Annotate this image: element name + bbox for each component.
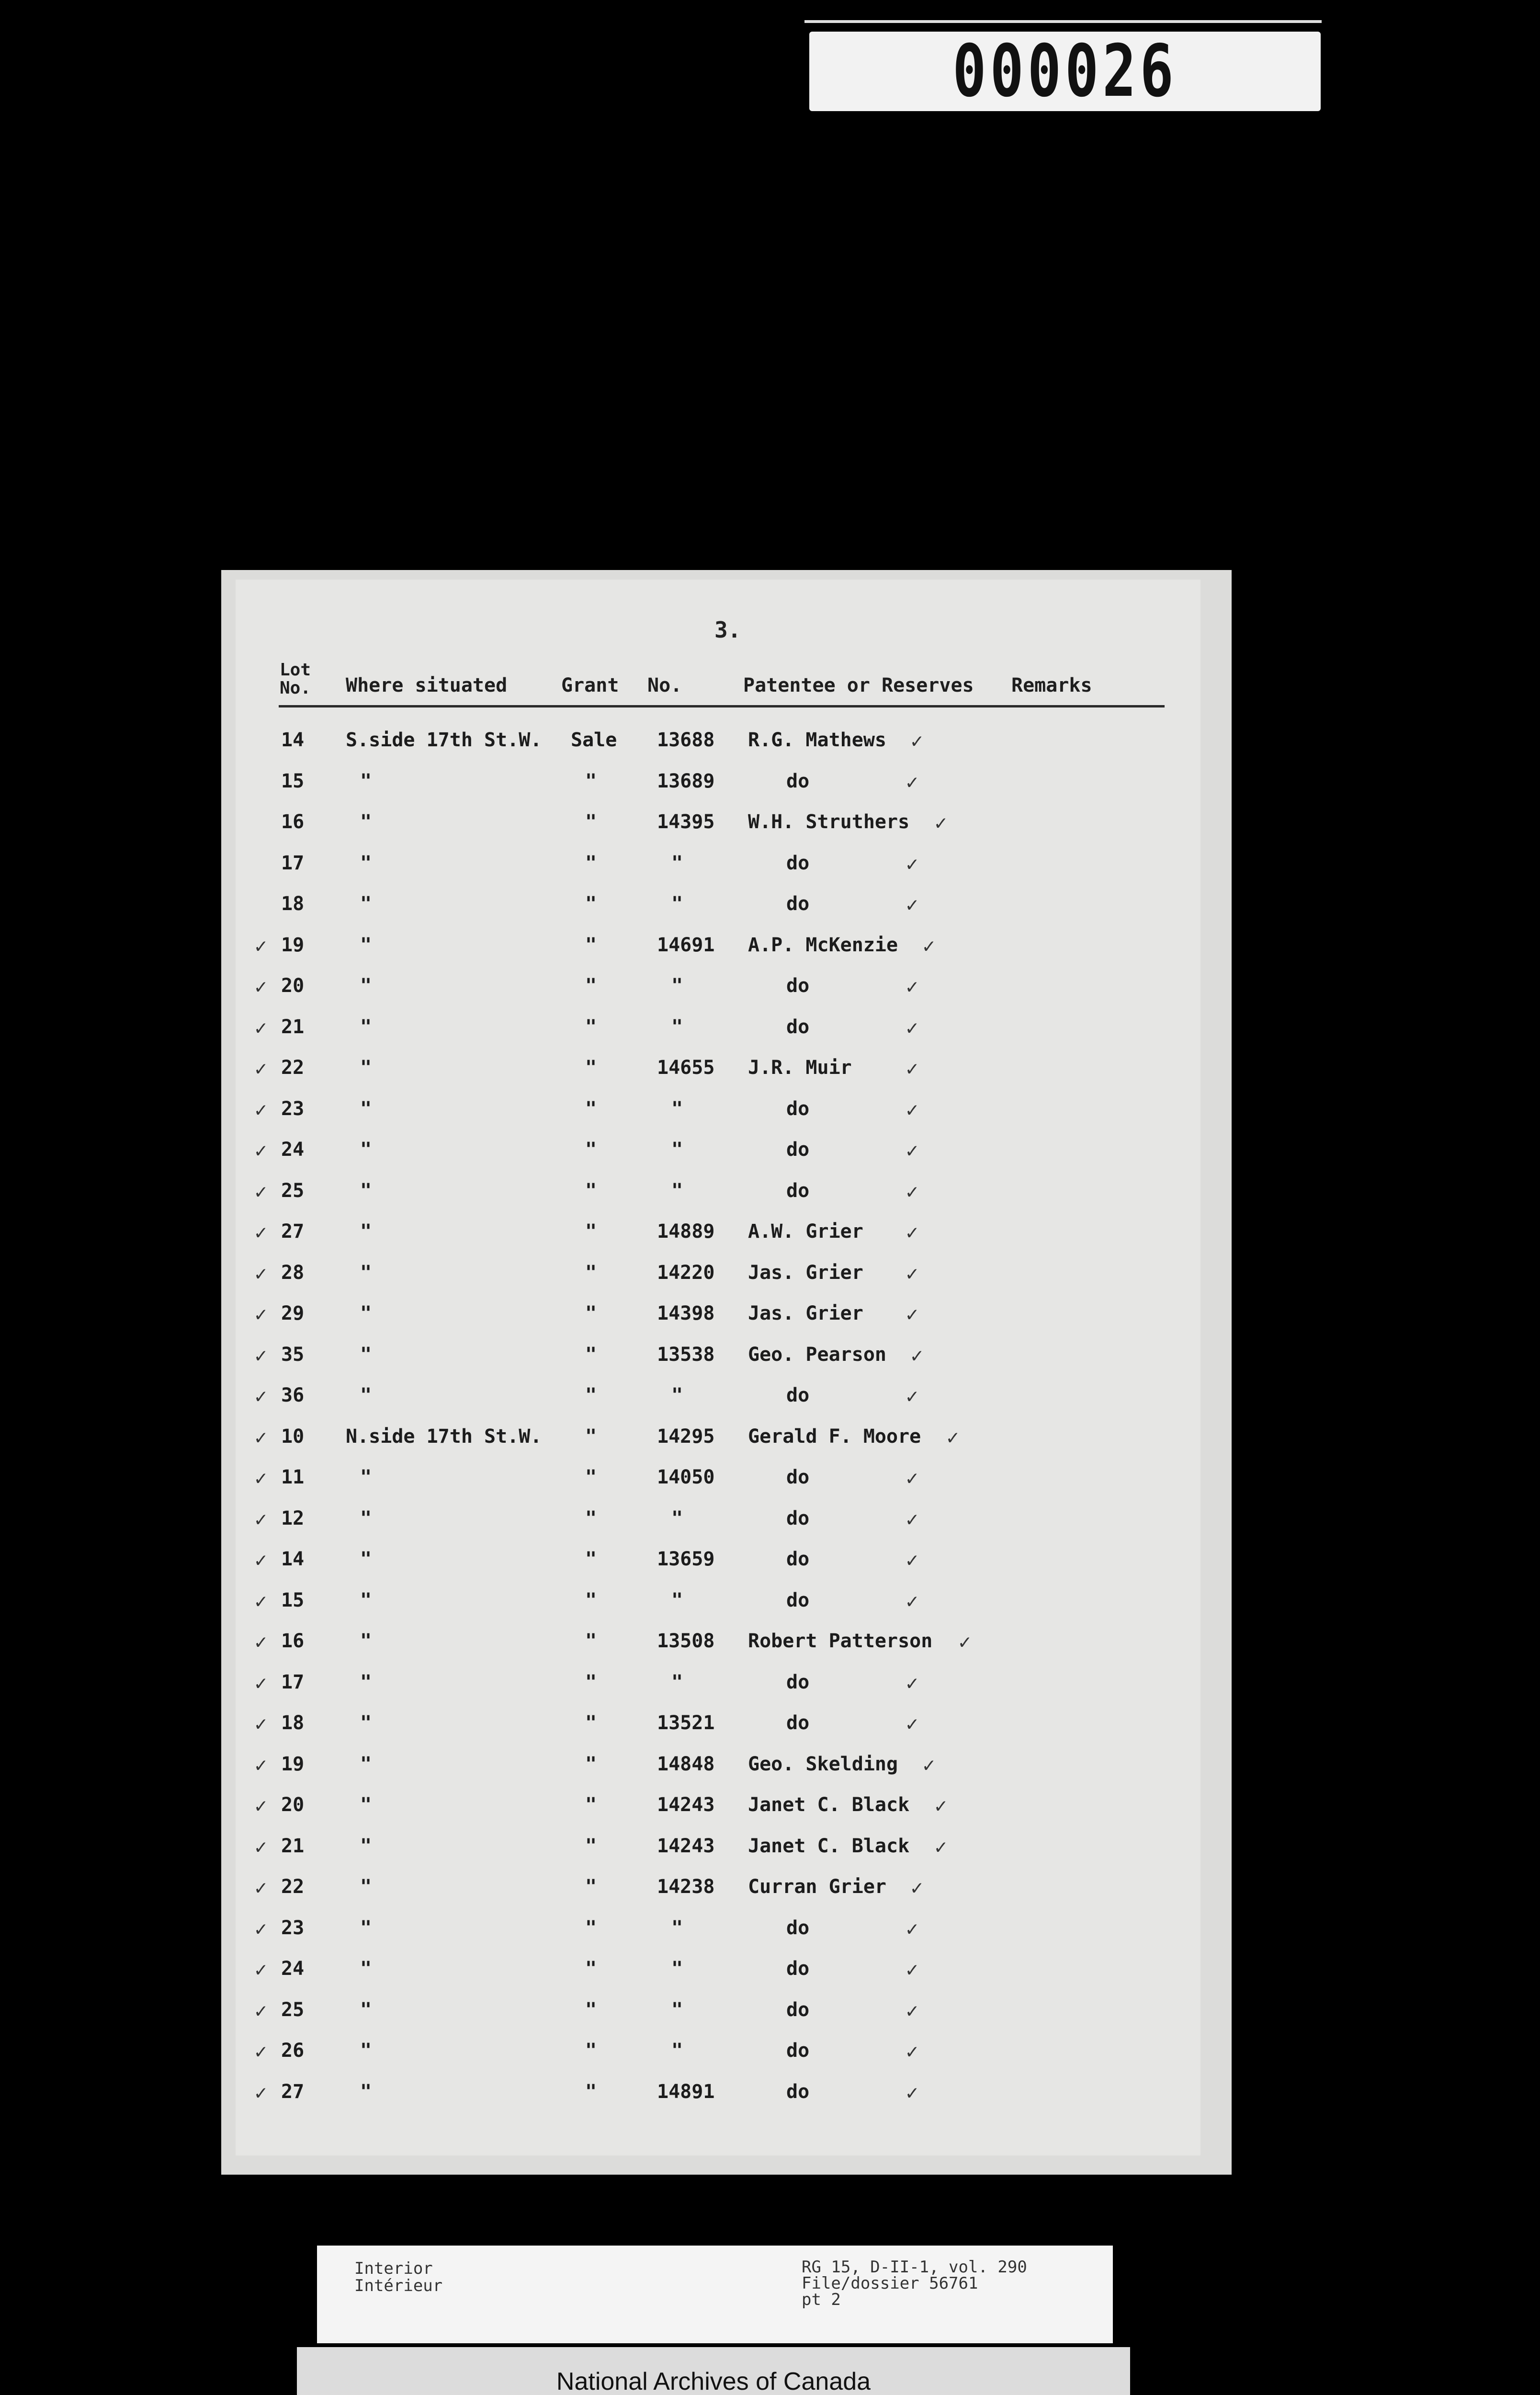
- header-patentee: Patentee or Reserves: [743, 674, 974, 696]
- row-lot-no: 23: [281, 1097, 305, 1120]
- row-margin-check: ✓: [255, 1384, 267, 1408]
- archive-label: [297, 2347, 1130, 2395]
- document-sheet: [221, 570, 1232, 2175]
- row-no: ": [671, 1015, 683, 1038]
- row-grant: ": [585, 1057, 597, 1079]
- row-no: 13538: [657, 1343, 715, 1366]
- row-where-situated: ": [360, 1671, 372, 1693]
- row-no: 13508: [657, 1630, 715, 1652]
- row-lot-no: 25: [281, 1179, 305, 1202]
- row-lot-no: 19: [281, 1753, 305, 1775]
- table-row: [236, 1794, 1200, 1834]
- row-grant: Sale: [571, 729, 617, 751]
- row-patentee: do: [786, 1998, 810, 2021]
- row-where-situated: ": [360, 1097, 372, 1120]
- row-patentee: do: [786, 1015, 810, 1038]
- row-no: ": [671, 1384, 683, 1406]
- row-no: ": [671, 1958, 683, 1980]
- row-no: 14220: [657, 1261, 715, 1284]
- row-check-mark: ✓: [906, 975, 918, 998]
- row-lot-no: 12: [281, 1507, 305, 1529]
- row-where-situated: ": [360, 893, 372, 915]
- row-where-situated: ": [360, 1220, 372, 1243]
- row-margin-check: ✓: [255, 1343, 267, 1367]
- row-check-mark: ✓: [906, 770, 918, 794]
- table-row: [236, 1426, 1200, 1466]
- row-grant: ": [585, 1507, 597, 1529]
- row-grant: ": [585, 1384, 597, 1406]
- table-row: [236, 729, 1200, 769]
- row-where-situated: S.side 17th St.W.: [346, 729, 542, 751]
- row-grant: ": [585, 1015, 597, 1038]
- header-divider: [279, 705, 1165, 707]
- row-patentee: Geo. Pearson: [748, 1343, 886, 1366]
- row-grant: ": [585, 893, 597, 915]
- department-en: Interior: [354, 2259, 433, 2278]
- row-no: 13659: [657, 1548, 715, 1570]
- table-row: [236, 893, 1200, 933]
- frame-counter: [804, 20, 1322, 111]
- row-lot-no: 15: [281, 1589, 305, 1611]
- row-lot-no: 26: [281, 2040, 305, 2062]
- table-row: [236, 1016, 1200, 1056]
- table-row: [236, 1507, 1200, 1548]
- row-patentee: do: [786, 893, 810, 915]
- table-row: [236, 1384, 1200, 1425]
- row-lot-no: 14: [281, 1548, 305, 1570]
- row-no: ": [671, 1179, 683, 1202]
- row-no: 14398: [657, 1302, 715, 1324]
- table-row: [236, 1753, 1200, 1793]
- row-check-mark: ✓: [911, 1876, 923, 1899]
- table-row: [236, 1262, 1200, 1302]
- row-lot-no: 22: [281, 1876, 305, 1898]
- row-check-mark: ✓: [906, 852, 918, 876]
- row-patentee: do: [786, 2080, 810, 2103]
- row-where-situated: ": [360, 2080, 372, 2103]
- row-grant: ": [585, 975, 597, 997]
- row-where-situated: ": [360, 1466, 372, 1488]
- row-no: 13521: [657, 1712, 715, 1734]
- row-check-mark: ✓: [911, 1343, 923, 1367]
- row-no: ": [671, 1589, 683, 1611]
- table-row: [236, 1344, 1200, 1384]
- row-margin-check: ✓: [255, 1261, 267, 1285]
- table-row: [236, 1057, 1200, 1097]
- row-margin-check: ✓: [255, 1998, 267, 2022]
- row-patentee: Robert Patterson: [748, 1630, 933, 1652]
- row-check-mark: ✓: [959, 1630, 971, 1654]
- row-patentee: do: [786, 770, 810, 792]
- row-grant: ": [585, 1753, 597, 1775]
- row-no: 14891: [657, 2080, 715, 2103]
- row-grant: ": [585, 1712, 597, 1734]
- row-no: 14295: [657, 1425, 715, 1448]
- department-fr: Intérieur: [354, 2276, 443, 2295]
- row-where-situated: ": [360, 1343, 372, 1366]
- row-grant: ": [585, 1589, 597, 1611]
- row-patentee: do: [786, 975, 810, 997]
- row-check-mark: ✓: [906, 1589, 918, 1613]
- row-patentee: do: [786, 1179, 810, 1202]
- row-patentee: do: [786, 1958, 810, 1980]
- row-where-situated: ": [360, 1958, 372, 1980]
- row-check-mark: ✓: [906, 1097, 918, 1121]
- row-check-mark: ✓: [906, 1958, 918, 1981]
- row-patentee: Jas. Grier: [748, 1302, 863, 1324]
- row-no: 14395: [657, 811, 715, 833]
- row-check-mark: ✓: [906, 1548, 918, 1572]
- row-grant: ": [585, 1179, 597, 1202]
- row-lot-no: 28: [281, 1261, 305, 1284]
- row-margin-check: ✓: [255, 1466, 267, 1490]
- table-row: [236, 2040, 1200, 2080]
- table-row: [236, 934, 1200, 974]
- row-check-mark: ✓: [906, 1671, 918, 1695]
- row-grant: ": [585, 1630, 597, 1652]
- row-where-situated: ": [360, 1507, 372, 1529]
- row-grant: ": [585, 2040, 597, 2062]
- row-grant: ": [585, 1425, 597, 1448]
- row-no: 14243: [657, 1835, 715, 1857]
- row-patentee: Curran Grier: [748, 1876, 886, 1898]
- row-where-situated: ": [360, 1261, 372, 1284]
- row-patentee: J.R. Muir: [748, 1057, 852, 1079]
- row-where-situated: ": [360, 852, 372, 874]
- row-margin-check: ✓: [255, 1712, 267, 1735]
- row-patentee: do: [786, 1097, 810, 1120]
- row-no: 13688: [657, 729, 715, 751]
- row-no: ": [671, 1139, 683, 1161]
- row-grant: ": [585, 1343, 597, 1366]
- row-check-mark: ✓: [906, 2040, 918, 2063]
- row-patentee: Geo. Skelding: [748, 1753, 898, 1775]
- table-row: [236, 1098, 1200, 1138]
- row-margin-check: ✓: [255, 1589, 267, 1613]
- row-check-mark: ✓: [906, 1507, 918, 1531]
- row-margin-check: ✓: [255, 1057, 267, 1080]
- row-no: 14238: [657, 1876, 715, 1898]
- table-row: [236, 1466, 1200, 1506]
- row-patentee: do: [786, 2040, 810, 2062]
- row-where-situated: ": [360, 975, 372, 997]
- row-lot-no: 19: [281, 934, 305, 956]
- row-check-mark: ✓: [906, 2080, 918, 2104]
- table-row: [236, 1835, 1200, 1875]
- row-margin-check: ✓: [255, 1179, 267, 1203]
- row-no: ": [671, 1671, 683, 1693]
- table-row: [236, 1712, 1200, 1752]
- reference-label: [317, 2246, 1113, 2343]
- row-no: 14889: [657, 1220, 715, 1243]
- row-grant: ": [585, 1302, 597, 1324]
- row-grant: ": [585, 1876, 597, 1898]
- header-lot-no: Lot No.: [280, 660, 311, 698]
- row-patentee: R.G. Mathews: [748, 729, 886, 751]
- row-check-mark: ✓: [935, 1794, 947, 1817]
- row-grant: ": [585, 2080, 597, 2103]
- row-margin-check: ✓: [255, 1958, 267, 1981]
- row-check-mark: ✓: [906, 1015, 918, 1039]
- row-margin-check: ✓: [255, 2040, 267, 2063]
- row-where-situated: ": [360, 1835, 372, 1857]
- archive-name-en: National Archives of Canada: [556, 2368, 871, 2395]
- row-grant: ": [585, 1835, 597, 1857]
- row-no: ": [671, 1916, 683, 1939]
- row-grant: ": [585, 1916, 597, 1939]
- row-margin-check: ✓: [255, 1671, 267, 1695]
- row-margin-check: ✓: [255, 1794, 267, 1817]
- table-row: [236, 1589, 1200, 1630]
- header-where-situated: Where situated: [346, 674, 508, 696]
- header-no: No.: [647, 674, 682, 696]
- table-row: [236, 1220, 1200, 1261]
- row-lot-no: 24: [281, 1958, 305, 1980]
- row-no: 14050: [657, 1466, 715, 1488]
- row-lot-no: 14: [281, 729, 305, 751]
- row-no: ": [671, 1507, 683, 1529]
- row-check-mark: ✓: [923, 1753, 935, 1777]
- row-lot-no: 17: [281, 852, 305, 874]
- row-margin-check: ✓: [255, 1220, 267, 1244]
- table-row: [236, 1630, 1200, 1670]
- row-patentee: do: [786, 1671, 810, 1693]
- row-where-situated: ": [360, 1139, 372, 1161]
- row-patentee: W.H. Struthers: [748, 811, 910, 833]
- row-check-mark: ✓: [906, 1384, 918, 1408]
- row-lot-no: 36: [281, 1384, 305, 1406]
- table-row: [236, 1302, 1200, 1343]
- row-grant: ": [585, 770, 597, 792]
- row-no: ": [671, 2040, 683, 2062]
- row-where-situated: ": [360, 1548, 372, 1570]
- row-margin-check: ✓: [255, 1548, 267, 1572]
- row-margin-check: ✓: [255, 1876, 267, 1899]
- row-check-mark: ✓: [906, 1057, 918, 1080]
- row-lot-no: 29: [281, 1302, 305, 1324]
- row-margin-check: ✓: [255, 2080, 267, 2104]
- row-lot-no: 20: [281, 975, 305, 997]
- row-check-mark: ✓: [906, 1998, 918, 2022]
- row-grant: ": [585, 1097, 597, 1120]
- row-check-mark: ✓: [935, 1835, 947, 1859]
- row-where-situated: ": [360, 1876, 372, 1898]
- frame-counter-text: 000026: [952, 30, 1178, 113]
- row-check-mark: ✓: [906, 1179, 918, 1203]
- row-patentee: Janet C. Black: [748, 1794, 910, 1816]
- row-where-situated: ": [360, 1589, 372, 1611]
- row-check-mark: ✓: [906, 1261, 918, 1285]
- table-row: [236, 1139, 1200, 1179]
- row-where-situated: ": [360, 1753, 372, 1775]
- row-margin-check: ✓: [255, 934, 267, 958]
- row-patentee: Janet C. Black: [748, 1835, 910, 1857]
- row-grant: ": [585, 934, 597, 956]
- row-margin-check: ✓: [255, 1507, 267, 1531]
- row-grant: ": [585, 1794, 597, 1816]
- row-where-situated: ": [360, 1998, 372, 2021]
- row-lot-no: 25: [281, 1998, 305, 2021]
- row-check-mark: ✓: [906, 1916, 918, 1940]
- row-patentee: do: [786, 852, 810, 874]
- row-margin-check: ✓: [255, 1630, 267, 1654]
- row-check-mark: ✓: [906, 1466, 918, 1490]
- department-block: [354, 2260, 442, 2294]
- row-grant: ": [585, 852, 597, 874]
- row-no: 14243: [657, 1794, 715, 1816]
- row-where-situated: ": [360, 2040, 372, 2062]
- row-where-situated: ": [360, 1916, 372, 1939]
- row-lot-no: 17: [281, 1671, 305, 1693]
- row-lot-no: 23: [281, 1916, 305, 1939]
- table-row: [236, 1917, 1200, 1957]
- row-check-mark: ✓: [947, 1425, 959, 1449]
- row-margin-check: ✓: [255, 1753, 267, 1777]
- row-lot-no: 22: [281, 1057, 305, 1079]
- reference-line-2: File/dossier 56761: [802, 2274, 978, 2293]
- row-no: 14848: [657, 1753, 715, 1775]
- row-where-situated: ": [360, 770, 372, 792]
- row-lot-no: 24: [281, 1139, 305, 1161]
- table-row: [236, 1548, 1200, 1588]
- table-row: [236, 852, 1200, 892]
- row-where-situated: ": [360, 811, 372, 833]
- row-no: ": [671, 1097, 683, 1120]
- row-patentee: do: [786, 1507, 810, 1529]
- table-row: [236, 1671, 1200, 1711]
- table-row: [236, 975, 1200, 1015]
- row-where-situated: ": [360, 934, 372, 956]
- row-margin-check: ✓: [255, 1097, 267, 1121]
- row-no: ": [671, 1998, 683, 2021]
- row-check-mark: ✓: [935, 811, 947, 834]
- row-where-situated: ": [360, 1630, 372, 1652]
- row-where-situated: ": [360, 1179, 372, 1202]
- row-patentee: do: [786, 1384, 810, 1406]
- row-patentee: Jas. Grier: [748, 1261, 863, 1284]
- row-check-mark: ✓: [906, 1712, 918, 1735]
- table-row: [236, 1958, 1200, 1998]
- row-lot-no: 27: [281, 2080, 305, 2103]
- table-row: [236, 1999, 1200, 2039]
- table-header: [236, 660, 1200, 698]
- row-lot-no: 20: [281, 1794, 305, 1816]
- row-margin-check: ✓: [255, 1302, 267, 1326]
- header-grant: Grant: [561, 674, 619, 696]
- row-grant: ": [585, 1548, 597, 1570]
- row-where-situated: ": [360, 1057, 372, 1079]
- row-check-mark: ✓: [906, 893, 918, 916]
- counter-rule: [804, 20, 1322, 23]
- row-lot-no: 21: [281, 1835, 305, 1857]
- row-margin-check: ✓: [255, 1015, 267, 1039]
- row-patentee: do: [786, 1548, 810, 1570]
- row-no: 13689: [657, 770, 715, 792]
- row-patentee: do: [786, 1466, 810, 1488]
- row-lot-no: 11: [281, 1466, 305, 1488]
- row-patentee: do: [786, 1139, 810, 1161]
- row-margin-check: ✓: [255, 1835, 267, 1859]
- row-grant: ": [585, 1261, 597, 1284]
- row-where-situated: ": [360, 1794, 372, 1816]
- row-grant: ": [585, 1139, 597, 1161]
- row-check-mark: ✓: [923, 934, 935, 958]
- reference-line-3: pt 2: [802, 2290, 841, 2309]
- row-lot-no: 16: [281, 1630, 305, 1652]
- row-check-mark: ✓: [906, 1302, 918, 1326]
- table-row: [236, 811, 1200, 851]
- row-patentee: do: [786, 1916, 810, 1939]
- row-patentee: A.W. Grier: [748, 1220, 863, 1243]
- document-page: [236, 580, 1200, 2156]
- table-row: [236, 1180, 1200, 1220]
- row-check-mark: ✓: [911, 729, 923, 753]
- row-no: 14655: [657, 1057, 715, 1079]
- row-margin-check: ✓: [255, 1139, 267, 1162]
- row-where-situated: ": [360, 1712, 372, 1734]
- row-margin-check: ✓: [255, 1916, 267, 1940]
- row-no: 14691: [657, 934, 715, 956]
- reference-block: [802, 2259, 1027, 2308]
- row-patentee: do: [786, 1589, 810, 1611]
- frame-counter-box: [809, 32, 1321, 111]
- row-lot-no: 15: [281, 770, 305, 792]
- row-no: ": [671, 852, 683, 874]
- header-remarks: Remarks: [1011, 674, 1092, 696]
- row-grant: ": [585, 1220, 597, 1243]
- row-lot-no: 18: [281, 893, 305, 915]
- table-row: [236, 1876, 1200, 1916]
- row-margin-check: ✓: [255, 1425, 267, 1449]
- row-lot-no: 27: [281, 1220, 305, 1243]
- row-check-mark: ✓: [906, 1139, 918, 1162]
- row-patentee: Gerald F. Moore: [748, 1425, 921, 1448]
- reference-line-1: RG 15, D-II-1, vol. 290: [802, 2258, 1027, 2277]
- row-where-situated: ": [360, 1302, 372, 1324]
- row-where-situated: N.side 17th St.W.: [346, 1425, 542, 1448]
- table-row: [236, 2081, 1200, 2121]
- row-patentee: do: [786, 1712, 810, 1734]
- row-where-situated: ": [360, 1015, 372, 1038]
- row-where-situated: ": [360, 1384, 372, 1406]
- row-lot-no: 18: [281, 1712, 305, 1734]
- row-check-mark: ✓: [906, 1220, 918, 1244]
- row-patentee: A.P. McKenzie: [748, 934, 898, 956]
- row-margin-check: ✓: [255, 975, 267, 998]
- page-number: 3.: [714, 617, 741, 643]
- table-row: [236, 770, 1200, 810]
- row-lot-no: 16: [281, 811, 305, 833]
- row-grant: ": [585, 1998, 597, 2021]
- row-lot-no: 21: [281, 1015, 305, 1038]
- row-grant: ": [585, 811, 597, 833]
- row-grant: ": [585, 1671, 597, 1693]
- row-no: ": [671, 975, 683, 997]
- row-grant: ": [585, 1466, 597, 1488]
- row-lot-no: 35: [281, 1343, 305, 1366]
- row-lot-no: 10: [281, 1425, 305, 1448]
- row-grant: ": [585, 1958, 597, 1980]
- row-no: ": [671, 893, 683, 915]
